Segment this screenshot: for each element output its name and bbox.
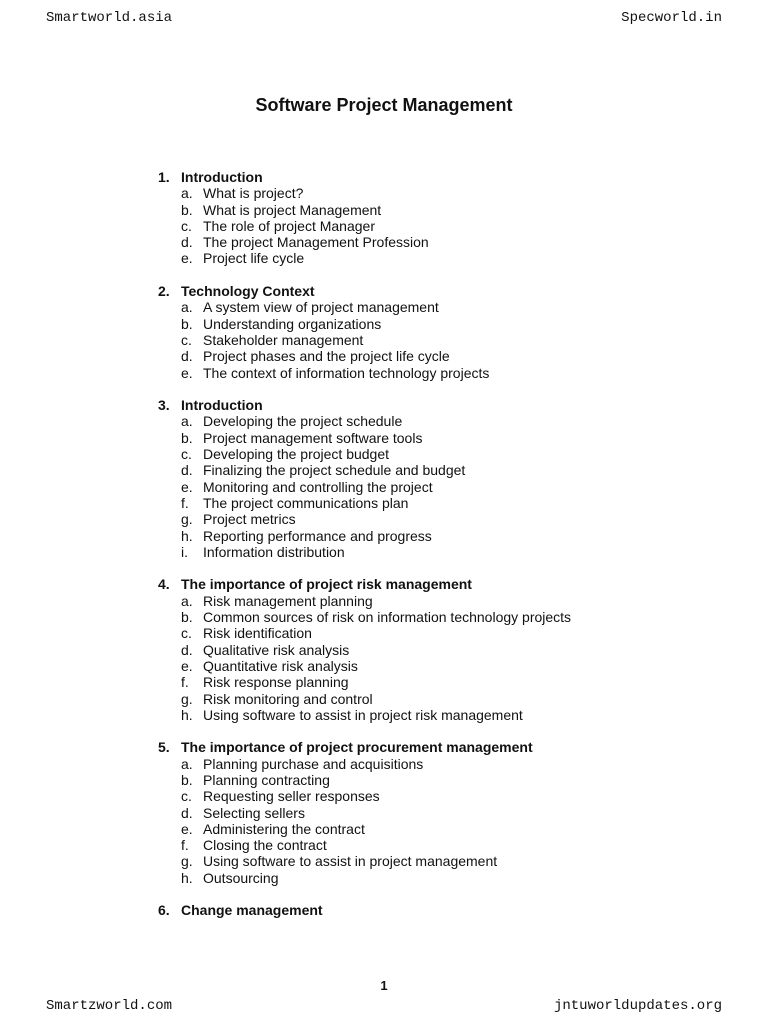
item-letter: b. — [181, 429, 193, 446]
item-text: The context of information technology projects — [203, 364, 490, 381]
section-heading-text: The importance of project procurement management — [181, 739, 533, 756]
toc-item — [158, 805, 738, 821]
item-letter: g. — [181, 511, 193, 528]
item-letter: c. — [181, 788, 192, 805]
item-text: Project phases and the project life cycle — [203, 348, 450, 365]
item-letter: g. — [181, 690, 193, 707]
item-letter: c. — [181, 331, 192, 348]
footer-left-site: Smartzworld.com — [46, 998, 173, 1014]
item-letter: h. — [181, 527, 193, 544]
toc-item — [158, 446, 738, 462]
item-text: Project life cycle — [203, 250, 305, 267]
section-number: 2. — [158, 283, 170, 300]
item-letter: g. — [181, 853, 193, 870]
item-letter: f. — [181, 494, 189, 511]
item-text: Developing the project schedule — [203, 413, 403, 430]
toc-item — [158, 348, 738, 364]
item-text: Requesting seller responses — [203, 788, 380, 805]
toc-item — [158, 674, 738, 690]
toc-section — [158, 739, 738, 886]
toc-item — [158, 250, 738, 266]
item-letter: h. — [181, 706, 193, 723]
toc-item — [158, 299, 738, 315]
toc-item — [158, 691, 738, 707]
toc-item — [158, 544, 738, 560]
item-text: Qualitative risk analysis — [203, 641, 350, 658]
section-heading — [158, 739, 738, 755]
item-letter: e. — [181, 364, 193, 381]
section-number: 5. — [158, 739, 170, 756]
section-heading-text: Introduction — [181, 169, 263, 185]
toc-item — [158, 234, 738, 250]
item-text: Risk management planning — [203, 592, 373, 609]
item-text: What is project? — [203, 185, 304, 202]
item-letter: b. — [181, 201, 193, 218]
toc-item — [158, 772, 738, 788]
item-text: Risk response planning — [203, 674, 349, 691]
toc-item — [158, 853, 738, 869]
toc-section — [158, 397, 738, 560]
section-number: 6. — [158, 902, 170, 919]
toc-item — [158, 462, 738, 478]
item-letter: f. — [181, 674, 189, 691]
item-text: Monitoring and controlling the project — [203, 478, 433, 495]
item-text: Information distribution — [203, 543, 345, 560]
toc-section — [158, 169, 738, 267]
item-text: Risk monitoring and control — [203, 690, 373, 707]
item-text: Developing the project budget — [203, 446, 390, 463]
item-text: Project management software tools — [203, 429, 423, 446]
item-letter: i. — [181, 543, 188, 560]
toc-item — [158, 430, 738, 446]
item-text: Planning purchase and acquisitions — [203, 755, 424, 772]
item-letter: a. — [181, 413, 193, 430]
toc-item — [158, 870, 738, 886]
item-letter: b. — [181, 609, 193, 626]
item-letter: d. — [181, 234, 193, 251]
section-heading — [158, 169, 738, 185]
item-letter: a. — [181, 299, 193, 316]
item-text: Administering the contract — [203, 820, 365, 837]
item-text: The role of project Manager — [203, 217, 375, 234]
toc-item — [158, 593, 738, 609]
item-text: Outsourcing — [203, 869, 279, 886]
item-letter: d. — [181, 804, 193, 821]
item-letter: e. — [181, 820, 193, 837]
toc-item — [158, 479, 738, 495]
toc-item — [158, 756, 738, 772]
toc-item — [158, 821, 738, 837]
item-text: A system view of project management — [203, 299, 439, 316]
item-letter: c. — [181, 625, 192, 642]
section-heading — [158, 576, 738, 592]
toc-item — [158, 625, 738, 641]
toc-item — [158, 218, 738, 234]
section-heading — [158, 902, 738, 918]
item-letter: e. — [181, 478, 193, 495]
item-letter: a. — [181, 592, 193, 609]
table-of-contents — [158, 169, 738, 935]
item-text: Finalizing the project schedule and budget — [203, 462, 466, 479]
item-text: What is project Management — [203, 201, 382, 218]
header-right-site: Specworld.in — [621, 10, 722, 26]
toc-section — [158, 283, 738, 381]
section-number: 4. — [158, 576, 170, 593]
toc-item — [158, 316, 738, 332]
toc-item — [158, 658, 738, 674]
toc-item — [158, 707, 738, 723]
item-text: Understanding organizations — [203, 315, 382, 332]
section-number: 3. — [158, 397, 170, 414]
section-heading-text: The importance of project risk management — [181, 576, 472, 593]
item-text: Selecting sellers — [203, 804, 305, 821]
item-letter: a. — [181, 755, 193, 772]
toc-item — [158, 609, 738, 625]
item-text: Quantitative risk analysis — [203, 657, 358, 674]
item-text: Common sources of risk on information technology projects — [203, 609, 572, 626]
item-text: Stakeholder management — [203, 331, 364, 348]
toc-item — [158, 495, 738, 511]
item-text: The project communications plan — [203, 494, 409, 511]
item-text: The project Management Profession — [203, 234, 429, 251]
item-text: Reporting performance and progress — [203, 527, 432, 544]
header-left-site: Smartworld.asia — [46, 10, 173, 26]
section-number: 1. — [158, 169, 170, 185]
item-letter: a. — [181, 185, 193, 202]
toc-item — [158, 528, 738, 544]
item-letter: d. — [181, 348, 193, 365]
toc-item — [158, 185, 738, 201]
item-letter: h. — [181, 869, 193, 886]
toc-item — [158, 788, 738, 804]
toc-item — [158, 642, 738, 658]
section-heading — [158, 397, 738, 413]
toc-section — [158, 576, 738, 723]
item-letter: e. — [181, 250, 193, 267]
section-heading-text: Change management — [181, 902, 323, 919]
section-heading — [158, 283, 738, 299]
toc-item — [158, 413, 738, 429]
item-letter: b. — [181, 771, 193, 788]
item-letter: c. — [181, 446, 192, 463]
item-letter: d. — [181, 641, 193, 658]
item-text: Risk identification — [203, 625, 312, 642]
toc-item — [158, 837, 738, 853]
item-text: Using software to assist in project risk management — [203, 706, 523, 723]
toc-item — [158, 365, 738, 381]
item-text: Using software to assist in project management — [203, 853, 498, 870]
footer-right-site: jntuworldupdates.org — [553, 998, 722, 1014]
toc-item — [158, 202, 738, 218]
item-text: Closing the contract — [203, 837, 327, 854]
page-number: 1 — [380, 978, 388, 993]
section-heading-text: Technology Context — [181, 283, 315, 300]
item-letter: f. — [181, 837, 189, 854]
item-text: Planning contracting — [203, 771, 330, 788]
document-title: Software Project Management — [255, 95, 513, 115]
item-letter: d. — [181, 462, 193, 479]
item-letter: e. — [181, 657, 193, 674]
item-letter: b. — [181, 315, 193, 332]
item-text: Project metrics — [203, 511, 296, 528]
toc-section — [158, 902, 738, 918]
item-letter: c. — [181, 217, 192, 234]
toc-item — [158, 511, 738, 527]
section-heading-text: Introduction — [181, 397, 263, 414]
toc-item — [158, 332, 738, 348]
